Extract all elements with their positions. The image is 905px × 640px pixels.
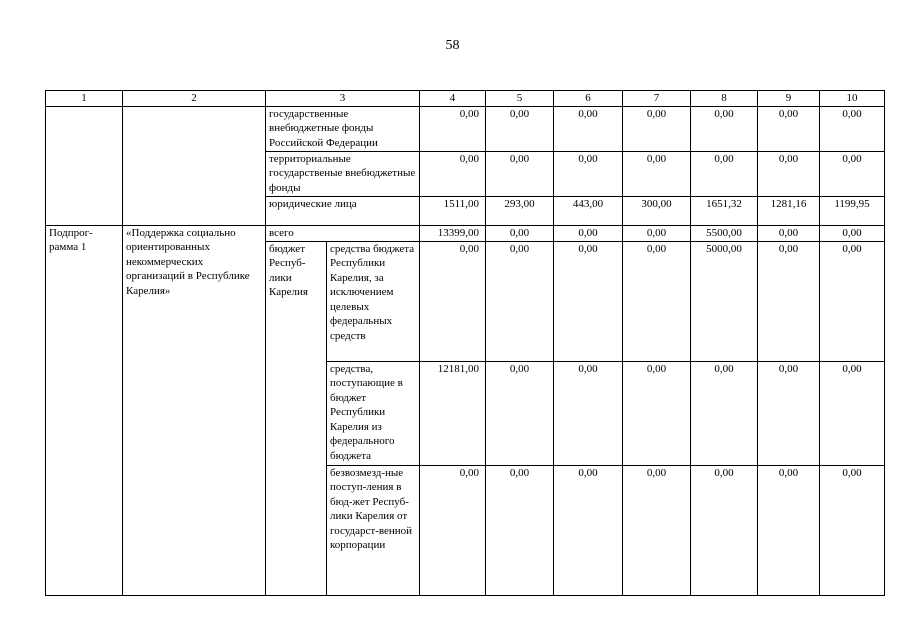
value-cell: 0,00 [623, 361, 691, 465]
column-number: 7 [623, 91, 691, 107]
value-cell: 0,00 [486, 465, 554, 595]
empty-cell [46, 106, 123, 225]
value-cell: 1199,95 [820, 196, 885, 225]
value-cell: 0,00 [554, 106, 623, 151]
value-cell: 0,00 [758, 225, 820, 241]
value-cell: 0,00 [691, 151, 758, 196]
value-cell: 5500,00 [691, 225, 758, 241]
row-label: средства бюджета Республики Карелия, за исключением целевых федеральных средств [327, 241, 420, 361]
value-cell: 0,00 [554, 241, 623, 361]
page-number: 58 [445, 38, 460, 53]
subprogram-code: Подпрог-рамма 1 [46, 225, 123, 595]
value-cell: 0,00 [758, 465, 820, 595]
value-cell: 0,00 [820, 106, 885, 151]
value-cell: 0,00 [758, 106, 820, 151]
value-cell: 0,00 [486, 151, 554, 196]
row-label: средства, поступающие в бюджет Республики Карелия из федерального бюджета [327, 361, 420, 465]
value-cell: 0,00 [420, 106, 486, 151]
row-label: безвозмезд-ные поступ-ления в бюд-жет Респуб-лики Карелия от государст-венной корпорации [327, 465, 420, 595]
table-row [46, 225, 885, 241]
column-number: 8 [691, 91, 758, 107]
value-cell: 443,00 [554, 196, 623, 225]
value-cell: 13399,00 [420, 225, 486, 241]
column-number: 3 [266, 91, 420, 107]
subprogram-name: «Поддержка социально ориентированных некоммерческих организаций в Республике Карелия» [123, 225, 266, 595]
value-cell: 0,00 [420, 465, 486, 595]
row-label: государственные внебюджетные фонды Российской Федерации [266, 106, 420, 151]
value-cell: 0,00 [623, 465, 691, 595]
value-cell: 0,00 [623, 151, 691, 196]
value-cell: 0,00 [420, 151, 486, 196]
value-cell: 0,00 [691, 465, 758, 595]
value-cell: 0,00 [554, 225, 623, 241]
empty-cell [123, 106, 266, 225]
value-cell: 12181,00 [420, 361, 486, 465]
row-label: юридические лица [266, 196, 420, 225]
value-cell: 0,00 [486, 241, 554, 361]
column-number: 6 [554, 91, 623, 107]
value-cell: 0,00 [486, 361, 554, 465]
value-cell: 0,00 [554, 361, 623, 465]
value-cell: 0,00 [623, 106, 691, 151]
value-cell: 0,00 [820, 465, 885, 595]
value-cell: 0,00 [554, 465, 623, 595]
row-label: территориальные государственые внебюджетные фонды [266, 151, 420, 196]
value-cell: 0,00 [820, 225, 885, 241]
value-cell: 1281,16 [758, 196, 820, 225]
value-cell: 0,00 [758, 241, 820, 361]
value-cell: 0,00 [623, 241, 691, 361]
value-cell: 0,00 [691, 106, 758, 151]
row-label: всего [266, 225, 420, 241]
budget-label: бюджет Респуб-лики Карелия [266, 241, 327, 595]
value-cell: 0,00 [758, 361, 820, 465]
column-number: 2 [123, 91, 266, 107]
value-cell: 300,00 [623, 196, 691, 225]
column-number: 10 [820, 91, 885, 107]
value-cell: 1651,32 [691, 196, 758, 225]
value-cell: 0,00 [820, 151, 885, 196]
column-number-row [46, 91, 885, 107]
budget-table [45, 90, 885, 596]
value-cell: 0,00 [486, 225, 554, 241]
value-cell: 0,00 [623, 225, 691, 241]
value-cell: 5000,00 [691, 241, 758, 361]
value-cell: 0,00 [486, 106, 554, 151]
table-row [46, 106, 885, 151]
value-cell: 293,00 [486, 196, 554, 225]
column-number: 5 [486, 91, 554, 107]
column-number: 9 [758, 91, 820, 107]
value-cell: 0,00 [758, 151, 820, 196]
value-cell: 0,00 [820, 241, 885, 361]
value-cell: 1511,00 [420, 196, 486, 225]
column-number: 4 [420, 91, 486, 107]
column-number: 1 [46, 91, 123, 107]
value-cell: 0,00 [820, 361, 885, 465]
value-cell: 0,00 [554, 151, 623, 196]
value-cell: 0,00 [691, 361, 758, 465]
value-cell: 0,00 [420, 241, 486, 361]
